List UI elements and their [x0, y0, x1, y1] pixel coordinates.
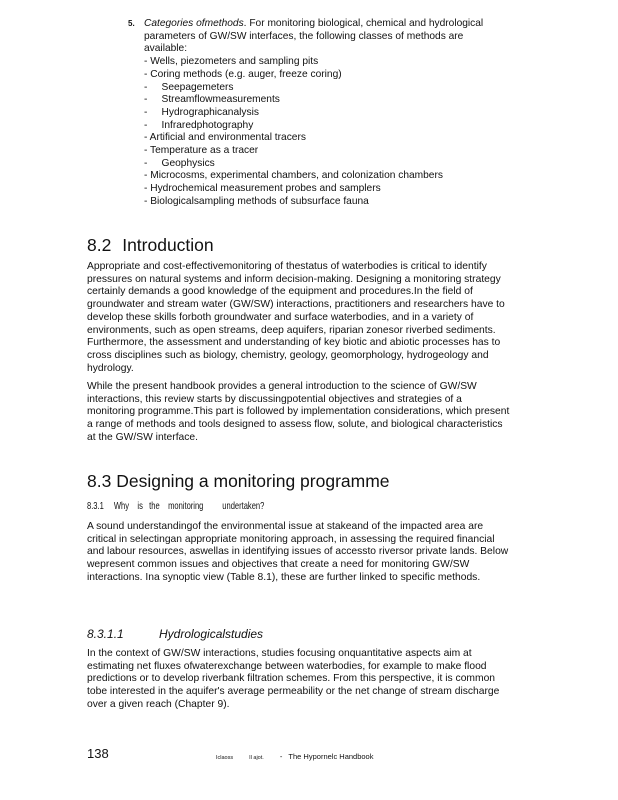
page-number: 138 — [87, 746, 109, 761]
footer-small-text: Il ajot. — [249, 755, 264, 761]
item-number: 5. — [128, 19, 135, 28]
item-intro: . For monitoring biological, chemical and hydrological parameters of GW/SW interfaces, the following classes of methods are available: — [144, 18, 484, 55]
list-item: - Artificial and environmental tracers — [144, 132, 306, 144]
list-item: - Biologicalsampling methods of subsurface fauna — [144, 195, 369, 207]
footer-small-text: Iclaoss — [216, 755, 234, 761]
numbered-item-5 — [128, 18, 503, 209]
section-heading-8-3 — [87, 471, 390, 491]
subsection-title: Hydrologicalstudies — [159, 627, 264, 641]
list-item: - Temperature as a tracer — [144, 145, 259, 157]
subsection-heading-8-3-1 — [87, 500, 264, 512]
list-item: - Seepagemeters — [144, 81, 234, 93]
subsection-number: 8.3.1.1 — [87, 627, 124, 641]
section-number: 8.3 — [87, 471, 112, 491]
list-item: - Coring methods (e.g. auger, freeze coring) — [144, 68, 342, 80]
intro-paragraph-2: While the present handbook provides a general introduction to the science of GW/SW interactions, this review starts by discussingpotential objectives and strategies of a monitoring programme.This part is followed by implementation considerations, which present a range of methods and tools designed to assess flow, solute, and biological characteristics at the GW/SW interface. — [87, 381, 510, 443]
section-heading-8-2 — [87, 235, 214, 255]
section-title: Introduction — [122, 235, 214, 255]
item-body — [144, 18, 503, 209]
running-footer — [216, 752, 373, 761]
subsection-title: Why is the monitoring undertaken? — [113, 500, 265, 512]
list-item: - Hydrochemical measurement probes and samplers — [144, 183, 381, 195]
list-item: - Wells, piezometers and sampling pits — [144, 56, 319, 68]
list-item: - Streamflowmeasurements — [144, 94, 280, 106]
intro-paragraph-1: Appropriate and cost-effectivemonitoring of thestatus of waterbodies is critical to identify pressures on natural systems and inform decision-making. Designing a monitoring strategy certainly demands a good knowledge of the equipment and procedures.In the field of groundwater and stream water (GW/SW) interactions, practitioners and researchers have to develop these skills forboth groundwater and surface waterbodies, and in a variety of environments, such as open streams, deep aquifers, riparian zonesor riverbed sediments. Furthermore, the assessment and understanding of key biotic and abiotic processes has to cross disciplines such as biology, chemistry, geology, geomorphology, hydrogeology and hydrology. — [87, 261, 505, 374]
list-item: - Microcosms, experimental chambers, and colonization chambers — [144, 170, 443, 182]
why-paragraph: A sound understandingof the environmental issue at stakeand of the impacted area are critical in selectingan appropriate monitoring approach, in assessing the required financial and labour resources, aswellas in identifying issues of accessto riversor private lands. Below wepresent common issues and objectives that create a need for monitoring GW/SW interactions. Ina synoptic view (Table 8.1), these are further linked to specific methods. — [87, 521, 509, 583]
item-title: Categories ofmethods — [144, 18, 244, 29]
section-title: Designing a monitoring programme — [116, 471, 390, 491]
hydrological-paragraph: In the context of GW/SW interactions, studies focusing onquantitative aspects aim at estimating net fluxes ofwaterexchange between waterbodies, for example to make flood predictions or to develop riverbank filtration schemes. From this perspective, it is common tobe interested in the aquifer's average permeability or the net change of stream discharge over a given reach (Chapter 9). — [87, 648, 500, 710]
subsection-number: 8.3.1 — [87, 500, 104, 512]
section-number: 8.2 — [87, 235, 112, 255]
list-item: - Infraredphotography — [144, 119, 254, 131]
footer-title: - The Hypornelc Handbook — [279, 752, 374, 761]
list-item: - Geophysics — [144, 157, 215, 169]
list-item: - Hydrographicanalysis — [144, 106, 259, 118]
methods-list — [144, 56, 503, 208]
subsection-heading-8-3-1-1 — [87, 627, 263, 641]
